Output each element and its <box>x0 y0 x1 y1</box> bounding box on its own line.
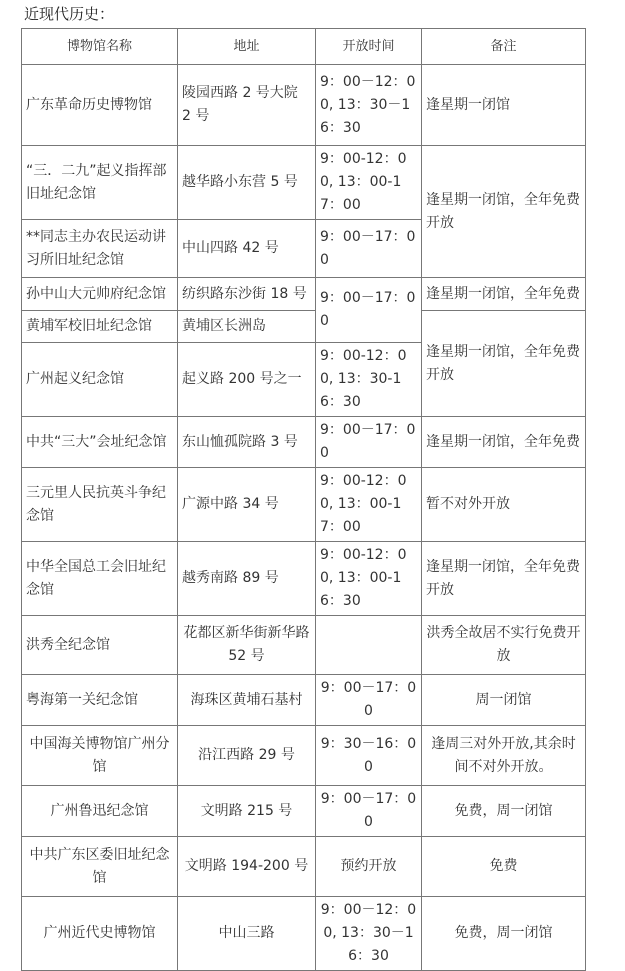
museum-address: 沿江西路 29 号 <box>178 726 316 786</box>
museum-name: 洪秀全纪念馆 <box>22 616 178 675</box>
museum-hours <box>316 616 422 675</box>
table-row <box>22 311 586 343</box>
museum-address: 纺织路东沙街 18 号 <box>178 278 316 311</box>
museum-name: 黄埔军校旧址纪念馆 <box>22 311 178 343</box>
museum-name: **同志主办农民运动讲习所旧址纪念馆 <box>22 220 178 278</box>
museum-note: 周一闭馆 <box>422 675 586 726</box>
table-header-row <box>22 29 586 65</box>
museum-note: 逢星期一闭馆 <box>422 65 586 146</box>
museum-address: 文明路 215 号 <box>178 786 316 837</box>
museum-note: 暂不对外开放 <box>422 468 586 542</box>
museum-note: 免费，周一闭馆 <box>422 786 586 837</box>
museum-hours: 9：00-12：00, 13：00-16：30 <box>316 542 422 616</box>
museum-address: 中山四路 42 号 <box>178 220 316 278</box>
museum-address: 越华路小东营 5 号 <box>178 146 316 220</box>
table-row <box>22 417 586 468</box>
museum-name: 广州鲁迅纪念馆 <box>22 786 178 837</box>
museum-address: 海珠区黄埔石基村 <box>178 675 316 726</box>
table-row <box>22 726 586 786</box>
table-row <box>22 65 586 146</box>
table-row <box>22 837 586 897</box>
header-address: 地址 <box>178 29 316 65</box>
museum-address: 黄埔区长洲岛 <box>178 311 316 343</box>
museum-address: 越秀南路 89 号 <box>178 542 316 616</box>
header-name: 博物馆名称 <box>22 29 178 65</box>
museum-hours: 9：30－16：00 <box>316 726 422 786</box>
museum-name: 广州近代史博物馆 <box>22 897 178 971</box>
museum-address: 花都区新华街新华路 52 号 <box>178 616 316 675</box>
table-row <box>22 468 586 542</box>
museum-hours: 9：00－17：00 <box>316 786 422 837</box>
museum-note: 逢星期一闭馆，全年免费 <box>422 417 586 468</box>
museum-note: 逢星期一闭馆，全年免费开放 <box>422 311 586 417</box>
museum-hours: 9：00-12：00, 13：30-16：30 <box>316 343 422 417</box>
museum-hours: 9：00－17：00 <box>316 278 422 343</box>
museum-table <box>21 28 586 971</box>
museum-address: 陵园西路 2 号大院 2 号 <box>178 65 316 146</box>
museum-hours: 9：00-12：00, 13：00-17：00 <box>316 468 422 542</box>
museum-hours: 9：00－12：00, 13：30－16：30 <box>316 897 422 971</box>
museum-hours: 9：00－17：00 <box>316 220 422 278</box>
table-row <box>22 616 586 675</box>
table-row <box>22 542 586 616</box>
museum-hours: 9：00-12：00, 13：00-17：00 <box>316 146 422 220</box>
museum-name: 孙中山大元帅府纪念馆 <box>22 278 178 311</box>
museum-note: 逢周三对外开放,其余时间不对外开放。 <box>422 726 586 786</box>
table-row <box>22 146 586 220</box>
museum-note: 逢星期一闭馆，全年免费开放 <box>422 542 586 616</box>
page-title: 近现代历史： <box>24 5 115 23</box>
table-row <box>22 786 586 837</box>
table-row <box>22 897 586 971</box>
table-row <box>22 278 586 311</box>
museum-name: 中共“三大”会址纪念馆 <box>22 417 178 468</box>
museum-address: 文明路 194-200 号 <box>178 837 316 897</box>
header-note: 备注 <box>422 29 586 65</box>
museum-name: 广州起义纪念馆 <box>22 343 178 417</box>
museum-note: 逢星期一闭馆，全年免费 <box>422 278 586 311</box>
museum-hours: 9：00－12：00, 13：30－16：30 <box>316 65 422 146</box>
museum-address: 广源中路 34 号 <box>178 468 316 542</box>
header-hours: 开放时间 <box>316 29 422 65</box>
museum-note: 免费，周一闭馆 <box>422 897 586 971</box>
museum-address: 中山三路 <box>178 897 316 971</box>
museum-hours: 9：00－17：00 <box>316 675 422 726</box>
museum-note: 洪秀全故居不实行免费开放 <box>422 616 586 675</box>
museum-name: 广东革命历史博物馆 <box>22 65 178 146</box>
table-row <box>22 675 586 726</box>
museum-name: “三．二九”起义指挥部旧址纪念馆 <box>22 146 178 220</box>
museum-note: 免费 <box>422 837 586 897</box>
museum-address: 起义路 200 号之一 <box>178 343 316 417</box>
museum-hours: 9：00－17：00 <box>316 417 422 468</box>
museum-name: 中共广东区委旧址纪念馆 <box>22 837 178 897</box>
museum-name: 中华全国总工会旧址纪念馆 <box>22 542 178 616</box>
museum-name: 中国海关博物馆广州分馆 <box>22 726 178 786</box>
museum-name: 粤海第一关纪念馆 <box>22 675 178 726</box>
museum-name: 三元里人民抗英斗争纪念馆 <box>22 468 178 542</box>
museum-hours: 预约开放 <box>316 837 422 897</box>
museum-note: 逢星期一闭馆，全年免费开放 <box>422 146 586 278</box>
museum-address: 东山恤孤院路 3 号 <box>178 417 316 468</box>
